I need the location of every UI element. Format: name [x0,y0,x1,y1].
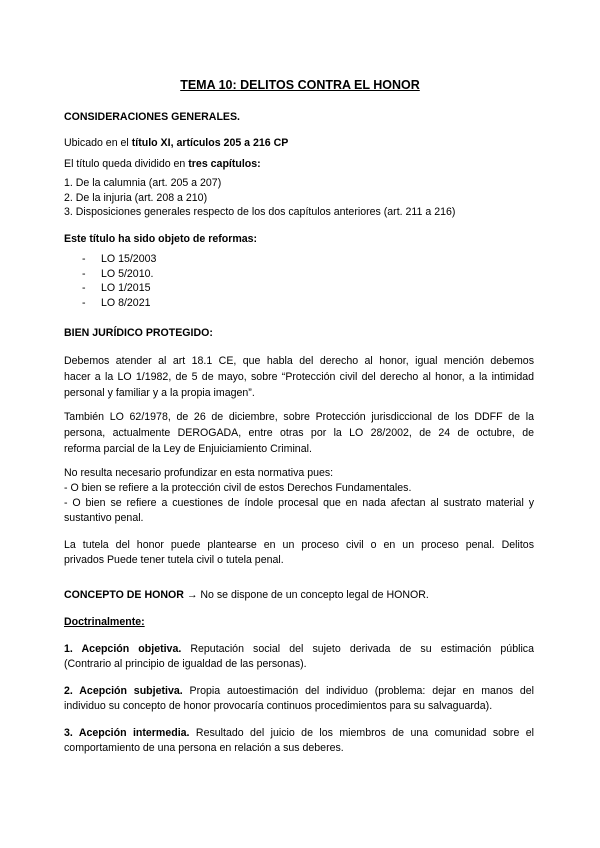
capitulo-item: 3. Disposiciones generales respecto de los dos capítulos anteriores (art. 211 a 216) [64,206,456,218]
paragraph-line: La tutela del honor puede plantearse en un proceso civil o en un proceso penal. Delitos [64,539,534,551]
reformas-heading: Este título ha sido objeto de reformas: [64,233,258,245]
reforma-item: LO 1/2015 [101,282,151,294]
acepcion-line [64,727,534,740]
acepcion-line: individuo su concepto de honor provocaría continuos procedimientos para su salvaguarda). [64,700,493,712]
paragraph-line: Debemos atender al art 18.1 CE, que habla del derecho al honor, igual mención debemos [64,355,534,367]
paragraph-line: reforma parcial de la Ley de Enjuiciamiento Criminal. [64,443,312,455]
ubicado-line [64,137,288,150]
paragraph-line: personal y familiar y a la propia imagen”. [64,387,255,399]
acepcion-line [64,685,534,698]
acepcion-label: 2. Acepción subjetiva. [64,685,183,697]
reforma-item: LO 5/2010. [101,268,154,280]
capitulo-item: 2. De la injuria (art. 208 a 210) [64,192,208,204]
ubicado-text: Ubicado en el [64,137,132,149]
paragraph-line: También LO 62/1978, de 26 de diciembre, sobre Protección jurisdiccional de los DDFF de la [64,411,534,423]
reforma-item: LO 15/2003 [101,253,157,265]
list-dash: - [82,253,86,265]
acepcion-line [64,643,534,656]
list-dash: - [82,282,86,294]
paragraph-line: - O bien se refiere a cuestiones de índole procesal que en nada afectan al sustrato material y [64,497,534,509]
concepto-heading: CONCEPTO DE HONOR [64,589,184,601]
acepcion-text: Reputación social del sujeto derivada de su estimación pública [181,643,534,655]
paragraph-line: No resulta necesario profundizar en esta normativa pues: [64,467,334,479]
concepto-line [64,589,429,602]
paragraph-line: - O bien se refiere a la protección civil de estos Derechos Fundamentales. [64,482,412,494]
acepcion-line: comportamiento de una persona en relación a sus deberes. [64,742,344,754]
list-dash: - [82,297,86,309]
acepcion-label: 3. Acepción intermedia. [64,727,190,739]
reforma-item: LO 8/2021 [101,297,151,309]
page-title: TEMA 10: DELITOS CONTRA EL HONOR [180,78,420,92]
dividido-line [64,158,261,171]
dividido-text: El título queda dividido en [64,158,189,170]
paragraph-line: privados Puede tener tutela civil o tutela penal. [64,554,284,566]
doctrinalmente-heading: Doctrinalmente: [64,616,145,628]
list-dash: - [82,268,86,280]
section-heading-bien-juridico: BIEN JURÍDICO PROTEGIDO: [64,327,213,339]
capitulo-item: 1. De la calumnia (art. 205 a 207) [64,177,222,189]
acepcion-text: Resultado del juicio de los miembros de una comunidad sobre el [189,727,535,739]
dividido-bold: tres capítulos: [188,158,261,170]
acepcion-label: 1. Acepción objetiva. [64,643,182,655]
section-heading-consideraciones: CONSIDERACIONES GENERALES. [64,111,240,123]
paragraph-line: sustantivo penal. [64,512,144,524]
acepcion-text: Propia autoestimación del individuo (problema: dejar en manos del [182,685,534,697]
paragraph-line: hacer a la LO 1/1982, de 5 de mayo, sobre “Protección civil del derecho al honor, a la intimidad [64,371,534,383]
ubicado-bold: título XI, artículos 205 a 216 CP [131,137,289,149]
paragraph-line: persona, actualmente DEROGADA, entre otras por la LO 28/2002, de 24 de octubre, de [64,427,534,439]
acepcion-line: (Contrario al principio de igualdad de las personas). [64,658,307,670]
concepto-arrow-text: → No se dispone de un concepto legal de HONOR. [183,589,429,601]
